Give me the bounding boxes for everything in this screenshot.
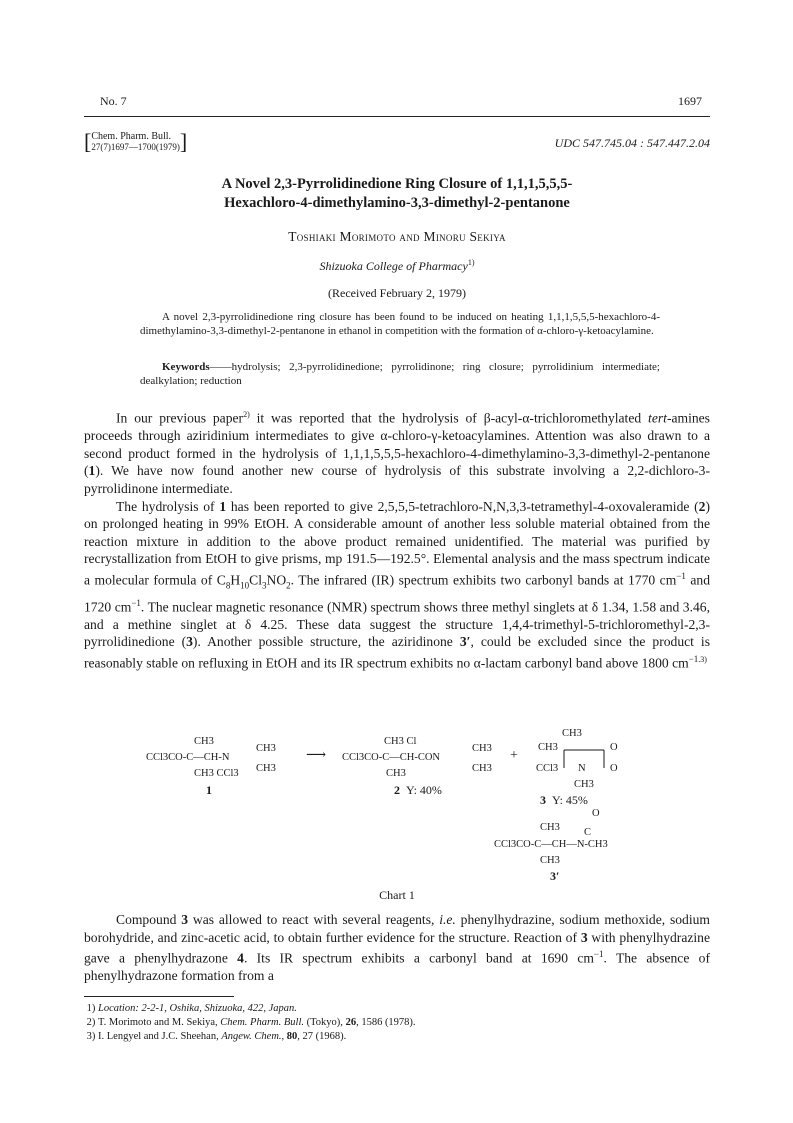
journal-reference: [ Chem. Pharm. Bull. 27(7)1697—1700(1979) ] xyxy=(84,129,188,154)
chart-caption: Chart 1 xyxy=(379,888,415,902)
compound-3prime-ch3-bottom: CH3 xyxy=(540,855,560,866)
compound-2-yield: Y: 40% xyxy=(406,783,442,797)
journal-ref-line1: Chem. Pharm. Bull. xyxy=(91,131,172,142)
compound-3-oxygen-top: O xyxy=(610,742,618,753)
title-line-1: A Novel 2,3-Pyrrolidinedione Ring Closure of 1,1,1,5,5,5- xyxy=(221,176,573,192)
footnote-ref-3: .3) xyxy=(698,655,707,665)
compound-2-top: CH3 Cl xyxy=(384,736,417,747)
received-date: (Received February 2, 1979) xyxy=(328,286,466,300)
compound-1-ch3-right-bottom: CH3 xyxy=(256,763,276,774)
paragraph-1: In our previous paper$^{2)}$ it was reported that the hydrolysis of β-acyl-α-trichloromethylated tert-amines proceeds through aziridinium intermediates to give α-chloro-γ-ketoacylamines. Attention was also drawn to a second product formed in the hydrolysis of 1,1,1,5,5,5-hexachloro-4-dimethylamino-3,3-dimethyl-2-pentanone (1). We have now found another new course of hydrolysis of this substrate involving a 2,2-dichloro-3-pyrrolidinone intermediate. xyxy=(84,410,710,496)
body-text-continued xyxy=(84,911,710,985)
compound-3-label-yield xyxy=(540,794,588,806)
authors: Toshiaki Morimoto and Minoru Sekiya xyxy=(288,229,506,244)
footnote-ref-2: 2) xyxy=(243,410,250,419)
issue-number: No. 7 xyxy=(100,94,127,108)
affiliation-name: Shizuoka College of Pharmacy xyxy=(319,259,468,273)
footnote-1: 1) Location: 2-2-1, Oshika, Shizuoka, 422, Japan. xyxy=(86,1003,297,1014)
plus-sign: + xyxy=(510,748,518,763)
footnotes xyxy=(84,1002,710,1044)
compound-3-ch3-bottom: CH3 xyxy=(574,779,594,790)
compound-1-main-chain: CCl3CO-C—CH-N xyxy=(146,752,230,763)
footnote-2: 2) T. Morimoto and M. Sekiya, Chem. Pharm. Bull. (Tokyo), 26, 1586 (1978). xyxy=(86,1017,416,1028)
keywords xyxy=(140,360,660,388)
chart-1 xyxy=(84,728,710,886)
compound-3-oxygen-bottom: O xyxy=(610,763,618,774)
compound-2-main-chain: CCl3CO-C—CH-CON xyxy=(342,752,441,763)
compound-3-ring xyxy=(560,746,612,776)
compound-2-label-yield xyxy=(394,784,442,796)
journal-ref-line2: 27(7)1697—1700(1979) xyxy=(91,142,180,152)
footnote-rule xyxy=(84,996,234,997)
keywords-label: Keywords xyxy=(162,361,210,373)
compound-2-ch3-bottom: CH3 xyxy=(386,768,406,779)
compound-3-ccl3: CCl3 xyxy=(536,763,559,774)
keywords-list: ——hydrolysis; 2,3-pyrrolidinedione; pyrrolidinone; ring closure; pyrrolidinium intermediate; dealkylation; reduction xyxy=(140,361,660,387)
compound-3prime-main-chain: CCl3CO-C—CH—N-CH3 xyxy=(494,839,608,850)
reaction-arrow: ⟶ xyxy=(306,748,327,763)
body-text xyxy=(84,406,710,672)
title-line-2: Hexachloro-4-dimethylamino-3,3-dimethyl-2-pentanone xyxy=(224,195,570,211)
compound-3-ch3-left: CH3 xyxy=(538,742,558,753)
paragraph-2: The hydrolysis of 1 has been reported to give 2,5,5,5-tetrachloro-N,N,3,3-tetramethyl-4-oxovaleramide (2) on prolonged heating in 99% EtOH. A considerable amount of another less soluble material obtained from the reaction mixture in addition to the above product remained unidentified. The material was purified by recrystallization from EtOH to give prisms, mp 191.5—192.5°. Elemental analysis and the mass spectrum indicate a molecular formula of $C_8H_{10}Cl_3NO_2$. The infrared (IR) spectrum exhibits two carbonyl bands at 1770 $cm^{-1}$ and 1720 $cm^{-1}$. The nuclear magnetic resonance (NMR) spectrum shows three methyl singlets at δ 1.34, 1.58 and 3.46, and a methine singlet at δ 4.25. These data suggest the structure 1,4,4-trimethyl-5-trichloromethyl-2,3-pyrrolidinedione (3). Another possible structure, the aziridinone 3′, could be excluded since the product is reasonably stable on refluxing in EtOH and its IR spectrum exhibits no α-lactam carbonyl band above 1800 $cm^{-1.3)}$ xyxy=(84,498,710,671)
compound-3prime-ch3-top: CH3 xyxy=(540,822,560,833)
header-rule xyxy=(84,116,710,117)
compound-1-label: 1 xyxy=(206,783,212,797)
compound-2-ch3-right-bottom: CH3 xyxy=(472,763,492,774)
udc-code: UDC 547.745.04 : 547.447.2.04 xyxy=(554,136,710,150)
compound-3prime-carbonyl-c: C xyxy=(584,827,592,838)
compound-3prime-label: 3′ xyxy=(550,869,560,883)
compound-1-substituents-bottom: CH3 CCl3 xyxy=(194,768,239,779)
abstract-text: A novel 2,3-pyrrolidinedione ring closure has been found to be induced on heating 1,1,1,5,5,5-hexachloro-4-dimethylamino-3,3-dimethyl-2-pentanone in ethanol in competition with the formation of α-chloro-γ-ketoacylamine. xyxy=(140,311,660,337)
compound-2-ch3-right-top: CH3 xyxy=(472,743,492,754)
compound-3-yield: Y: 45% xyxy=(552,793,588,807)
compound-3prime-oxygen: O xyxy=(592,808,600,819)
affiliation-footnote-ref: 1) xyxy=(467,258,475,267)
compound-3-ch3-top: CH3 xyxy=(562,728,582,739)
affiliation xyxy=(84,258,710,274)
compound-1-ch3-top: CH3 xyxy=(194,736,214,747)
compound-2-label: 2 xyxy=(394,783,400,797)
article-title xyxy=(84,175,710,213)
compound-1-ch3-right-top: CH3 xyxy=(256,743,276,754)
paragraph-3: Compound 3 was allowed to react with several reagents, i.e. phenylhydrazine, sodium methoxide, sodium borohydride, and zinc-acetic acid, to obtain further evidence for the structure. Reaction of 3 with phenylhydrazine gave a phenylhydrazone 4. Its IR spectrum exhibits a carbonyl band at 1690 $cm^{-1}$. The absence of phenylhydrazone formation from a xyxy=(84,912,710,984)
page-number: 1697 xyxy=(678,94,702,108)
footnote-3: 3) I. Lengyel and J.C. Sheehan, Angew. Chem., 80, 27 (1968). xyxy=(86,1031,347,1042)
compound-3-label: 3 xyxy=(540,793,546,807)
compound-3-nitrogen: N xyxy=(578,763,586,774)
